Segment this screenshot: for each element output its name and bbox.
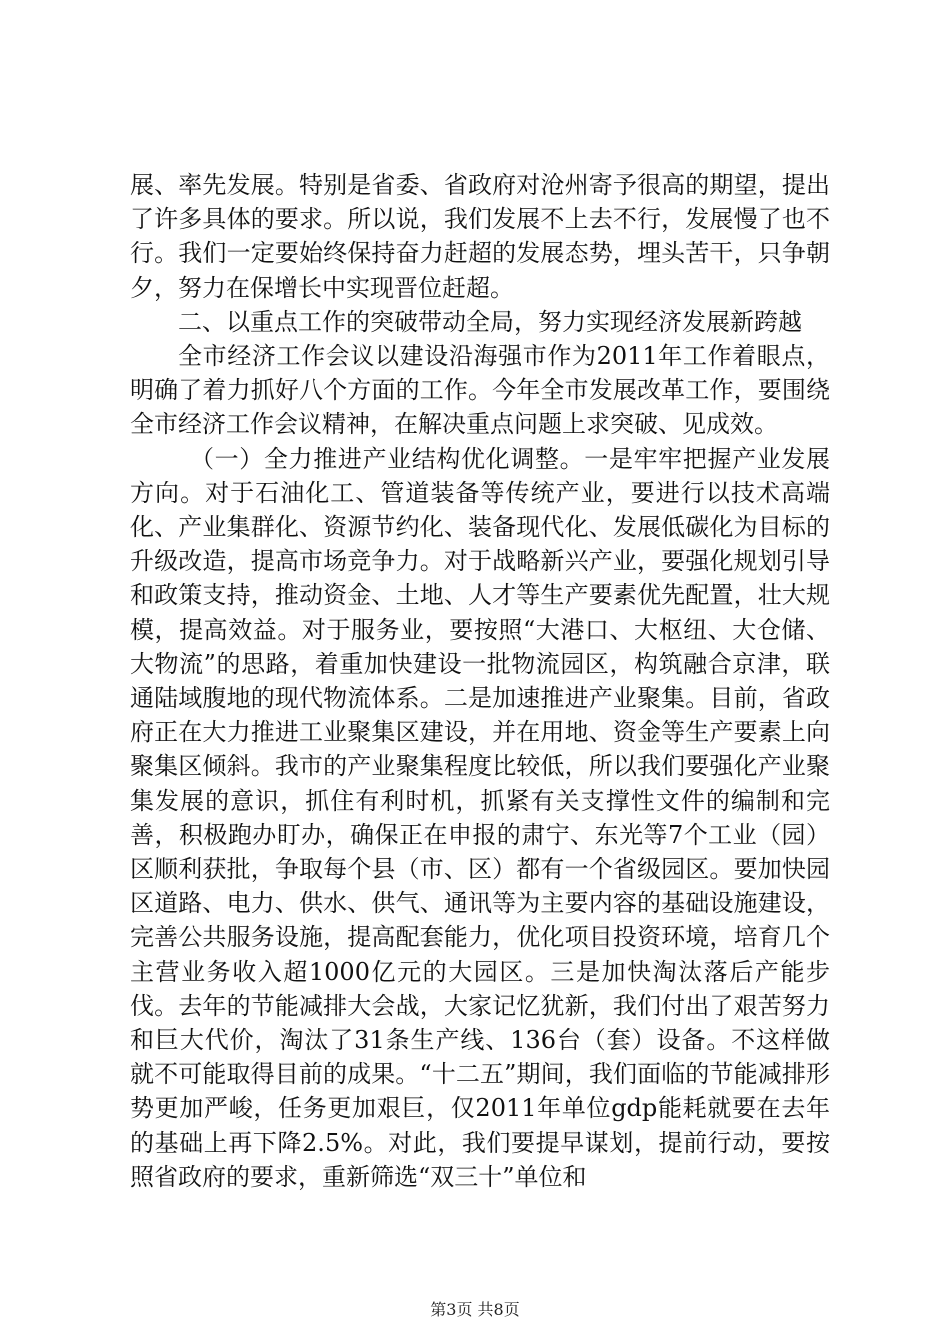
section-heading: 二、以重点工作的突破带动全局，努力实现经济发展新跨越	[178, 307, 802, 336]
paragraph: 全市经济工作会议以建设沿海强市作为2011年工作着眼点，明确了着力抓好八个方面的工作。今年全市发展改革工作，要围绕全市经济工作会议精神，在解决重点问题上求突破、见成效。	[130, 342, 830, 439]
paragraph-continuation: 展、率先发展。特别是省委、省政府对沧州寄予很高的期望，提出了许多具体的要求。所以说，我们发展不上去不行，发展慢了也不行。我们一定要始终保持奋力赶超的发展态势，埋头苦干，只争朝夕，努力在保增长中实现晋位赶超。	[130, 171, 830, 302]
paragraph: （一）全力推进产业结构优化调整。一是牢牢把握产业发展方向。对于石油化工、管道装备等传统产业，要进行以技术高端化、产业集群化、资源节约化、装备现代化、发展低碳化为目标的升级改造，提高市场竞争力。对于战略新兴产业，要强化规划引导和政策支持，推动资金、土地、人才等生产要素优先配置，壮大规模，提高效益。对于服务业，要按照“大港口、大枢纽、大仓储、大物流”的思路，着重加快建设一批物流园区，构筑融合京津，联通陆域腹地的现代物流体系。二是加速推进产业聚集。目前，省政府正在大力推进工业聚集区建设，并在用地、资金等生产要素上向聚集区倾斜。我市的产业聚集程度比较低，所以我们要强化产业聚集发展的意识，抓住有利时机，抓紧有关支撑性文件的编制和完善，积极跑办盯办，确保正在申报的肃宁、东光等7个工业（园）区顺利获批，争取每个县（市、区）都有一个省级园区。要加快园区道路、电力、供水、供气、通讯等为主要内容的基础设施建设，完善公共服务设施，提高配套能力，优化项目投资环境，培育几个主营业务收入超1000亿元的大园区。三是加快淘汰落后产能步伐。去年的节能减排大会战，大家记忆犹新，我们付出了艰苦努力和巨大代价，淘汰了31条生产线、136台（套）设备。不这样做就不可能取得目前的成果。“十二五”期间，我们面临的节能减排形势更加严峻，任务更加艰巨，仅2011年单位gdp能耗就要在去年的基础上再下降2.5%。对此，我们要提早谋划，提前行动，要按照省政府的要求，重新筛选“双三十”单位和	[130, 444, 830, 1191]
document-body	[130, 168, 830, 1194]
page-number-footer: 第3页 共8页	[430, 1300, 520, 1319]
